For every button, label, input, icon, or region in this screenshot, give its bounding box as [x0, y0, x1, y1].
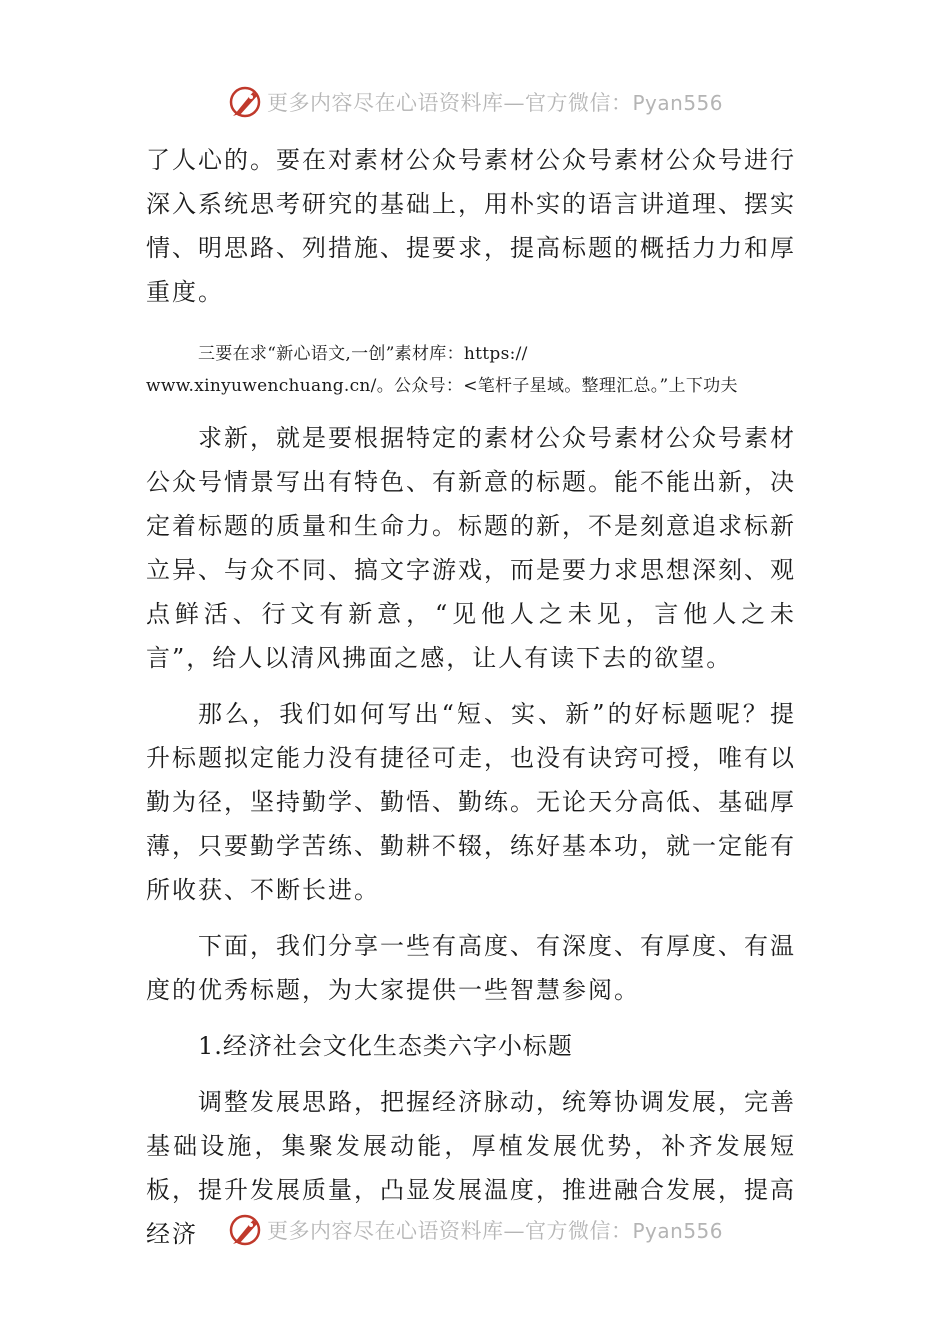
paragraph-3: 那么，我们如何写出“短、实、新”的好标题呢？提升标题拟定能力没有捷径可走，也没有诀窍可授，唯有以勤为径，坚持勤学、勤悟、勤练。无论天分高低、基础厚薄，只要勤学苦练、勤耕不辍，练好基本功，就一定能有所收获、不断长进。	[146, 700, 796, 904]
paragraph-2: 求新，就是要根据特定的素材公众号素材公众号素材公众号情景写出有特色、有新意的标题。能不能出新，决定着标题的质量和生命力。标题的新，不是刻意追求标新立异、与众不同、搞文字游戏，而是要力求思想深刻、观点鲜活、行文有新意，“见他人之未见，言他人之未言”，给人以清风拂面之感，让人有读下去的欲望。	[146, 424, 796, 672]
watermark-line-1: 三要在求“新心语文,一创”素材库：https://	[198, 344, 528, 364]
banner-text: 更多内容尽在心语资料库—官方微信：Pyan556	[266, 91, 723, 115]
section-heading: 1.经济社会文化生态类六字小标题	[198, 1032, 573, 1060]
watermark-line-2: www.xinyuwenchuang.cn/。公众号：<笔杆子星域。整理汇总。”上下功夫	[146, 376, 738, 396]
paragraph-4: 下面，我们分享一些有高度、有深度、有厚度、有温度的优秀标题，为大家提供一些智慧参阅。	[146, 932, 796, 1004]
footer-banner	[0, 1208, 950, 1252]
paragraph-5: 调整发展思路，把握经济脉动，统筹协调发展，完善基础设施，集聚发展动能，厚植发展优势，补齐发展短板，提升发展质量，凸显发展温度，推进融合发展，提高经济	[146, 1088, 796, 1248]
header-banner	[0, 80, 950, 124]
fountain-pen-logo-icon	[227, 1212, 263, 1248]
watermark-note	[146, 338, 796, 402]
wechat-id: Pyan556	[632, 91, 723, 115]
banner-text: 更多内容尽在心语资料库—官方微信：Pyan556	[266, 1219, 723, 1243]
paragraph-1: 了人心的。要在对素材公众号素材公众号素材公众号进行深入系统思考研究的基础上，用朴实的语言讲道理、摆实情、明思路、列措施、提要求，提高标题的概括力力和厚重度。	[146, 146, 796, 306]
wechat-id: Pyan556	[632, 1219, 723, 1243]
fountain-pen-logo-icon	[227, 84, 263, 120]
document-body	[146, 138, 796, 1256]
